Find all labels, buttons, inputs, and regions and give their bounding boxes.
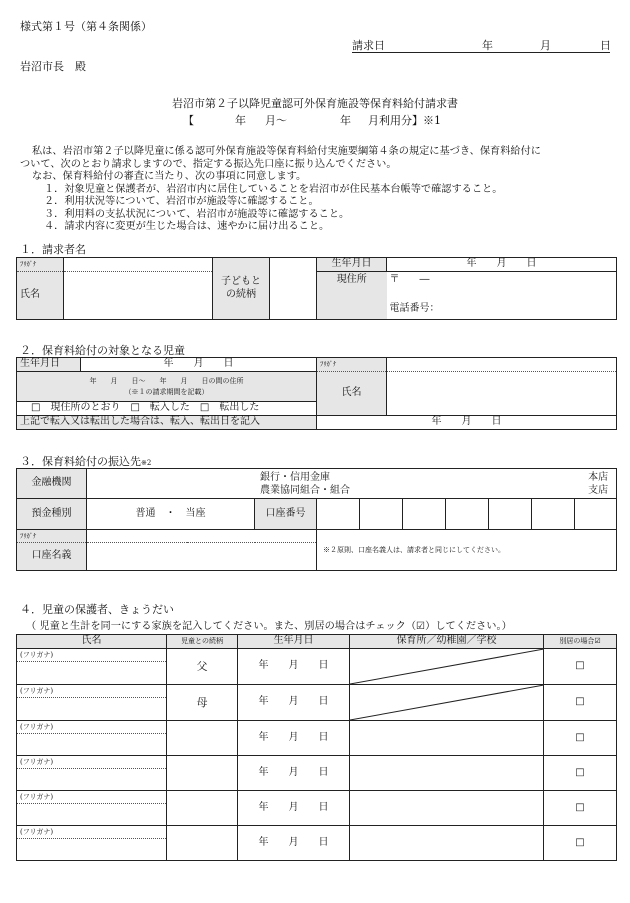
family-school [350,649,544,685]
family-relation[interactable] [167,826,238,861]
strike-line [350,649,544,684]
family-name-field[interactable] [17,734,167,756]
intro-line-1: 私は、岩沼市第２子以降児童に係る認可外保育施設等保育料給付実施要綱第４条の規定に基づき、保育料給付に [32,146,541,157]
family-relation[interactable]: 母 [167,685,238,721]
child-name-field[interactable] [387,372,617,416]
family-furigana[interactable] [17,649,167,662]
family-name-field[interactable] [17,769,167,791]
applicant-table [16,257,617,320]
family-birth[interactable]: 年 月 日 [238,721,350,756]
request-date-line[interactable] [352,37,610,53]
family-birth[interactable]: 年 月 日 [238,826,350,861]
period-year-to: 年 [340,114,351,127]
address-label: 現住所 [317,272,387,320]
col-birth: 生年月日 [238,635,350,649]
furigana-label: (フリガナ) [20,792,54,801]
child-furigana-label: ﾌﾘｶﾞﾅ [317,358,387,372]
strike-line [350,685,544,720]
form-number: 様式第１号（第４条関係） [20,20,152,33]
account-digit-6[interactable] [532,499,575,530]
section4-heading: ４．児童の保護者、きょうだい [20,603,174,616]
account-digit-4[interactable] [446,499,489,530]
account-digit-7[interactable] [575,499,617,530]
holder-field[interactable] [87,543,317,571]
furigana-label: (フリガナ) [20,686,54,695]
intro-line-3: なお、保育料給付の審査に当たり、次の事項に同意します。 [32,171,307,182]
phone-number: 電話番号： [389,302,440,314]
branch-type-2: 支店 [588,485,609,496]
family-name-field[interactable] [17,698,167,721]
family-header-row [17,635,617,649]
family-row [17,649,617,662]
family-row [17,791,617,804]
family-relation[interactable] [167,791,238,826]
period-month-from: 月〜 [265,114,287,127]
family-school[interactable] [350,721,544,756]
section3-heading-note: ※2 [141,459,152,467]
bank-label: 金融機関 [17,469,87,499]
family-name-field[interactable] [17,804,167,826]
family-birth[interactable]: 年 月 日 [238,756,350,791]
address-status-options[interactable]: □ 現住所のとおり □ 転入した □ 転出した [17,402,317,416]
child-birth-field[interactable]: 年 月 日 [81,358,317,372]
relation-label [213,258,270,320]
furigana-label: (フリガナ) [20,722,54,731]
consent-item-3: ３．利用料の支払状況について、岩沼市が施設等に確認すること。 [44,208,350,220]
col-separate: 別居の場合☑ [544,635,617,649]
postal-code: 〒 ― [389,274,430,285]
family-furigana[interactable] [17,756,167,769]
separate-checkbox[interactable]: □ [544,721,617,756]
applicant-birth-field[interactable]: 年 月 日 [387,258,617,272]
child-furigana-field[interactable] [387,358,617,372]
family-name-field[interactable] [17,839,167,861]
addressee: 岩沼市長 殿 [20,60,86,73]
branch-type-1: 本店 [588,472,609,483]
separate-checkbox[interactable]: □ [544,756,617,791]
section1-heading: １．請求者名 [20,243,86,256]
account-type-field[interactable]: 普通 ・ 当座 [87,499,255,530]
family-furigana[interactable] [17,826,167,839]
family-school[interactable] [350,791,544,826]
family-birth[interactable]: 年 月 日 [238,791,350,826]
furigana-label: (フリガナ) [20,650,54,659]
child-name-label: 氏名 [317,372,387,416]
applicant-name-field[interactable] [64,272,213,320]
relation-label-line1: 子どもと [221,276,261,287]
period-open-bracket: 【 [183,114,194,127]
separate-checkbox[interactable]: □ [544,791,617,826]
family-row [17,685,617,698]
account-digit-3[interactable] [403,499,446,530]
address-field[interactable] [387,272,617,320]
family-birth[interactable]: 年 月 日 [238,649,350,685]
child-birth-label: 生年月日 [17,358,81,372]
applicant-name-label: 氏名 [17,272,64,320]
consent-item-4: ４．請求内容に変更が生じた場合は、速やかに届け出ること。 [44,221,330,232]
account-digit-1[interactable] [317,499,360,530]
family-row [17,756,617,769]
consent-item-1: １．対象児童と保護者が、岩沼市内に居住していることを岩沼市が住民基本台帳等で確認すること。 [44,183,503,195]
family-relation[interactable] [167,721,238,756]
family-furigana[interactable] [17,791,167,804]
separate-checkbox[interactable]: □ [544,826,617,861]
applicant-birth-label: 生年月日 [317,258,387,272]
holder-furigana-label: ﾌﾘｶﾞﾅ [17,530,87,543]
bank-types-1: 銀行・信用金庫 [260,471,330,483]
col-school: 保育所／幼稚園／学校 [350,635,544,649]
request-day: 日 [600,39,611,52]
holder-label: 口座名義 [17,543,87,571]
child-table [16,357,617,430]
family-relation[interactable] [167,756,238,791]
bank-types-2: 農業協同組合・組合 [260,484,350,496]
branch-types [588,471,608,497]
family-birth[interactable]: 年 月 日 [238,685,350,721]
separate-checkbox[interactable]: □ [544,685,617,721]
section4-subheading: （ 児童と生計を同一にする家族を記入してください。また、別居の場合はチェック（☑）してください。） [26,621,512,632]
section2-heading: ２．保育料給付の対象となる児童 [20,344,185,357]
period-month-use: 月利用分】※1 [368,114,441,127]
col-relation: 児童との続柄 [167,635,238,649]
account-digit-5[interactable] [489,499,532,530]
family-relation[interactable]: 父 [167,649,238,685]
furigana-label: (フリガナ) [20,827,54,836]
account-number-label: 口座番号 [255,499,317,530]
request-month: 月 [540,39,551,52]
applicant-furigana-field[interactable] [64,258,213,272]
move-date-field[interactable]: 年 月 日 [317,416,617,430]
applicant-furigana-label: ﾌﾘｶﾞﾅ [17,258,64,272]
relation-field[interactable] [270,258,317,320]
usage-period[interactable] [0,112,630,128]
period-address-label [17,372,317,402]
family-furigana[interactable] [17,721,167,734]
consent-text [20,146,620,234]
bank-types [90,471,613,497]
family-school[interactable] [350,826,544,861]
separate-checkbox[interactable]: □ [544,649,617,685]
move-date-note: 上記で転入又は転出した場合は、転入、転出日を記入 [17,416,317,430]
consent-item-2: ２．利用状況等について、岩沼市が施設等に確認すること。 [44,196,319,207]
holder-furigana-field[interactable] [87,530,317,543]
family-school [350,685,544,721]
family-furigana[interactable] [17,685,167,698]
col-name: 氏名 [17,635,167,649]
account-type-label: 預金種別 [17,499,87,530]
form-title: 岩沼市第２子以降児童認可外保育施設等保育料給付請求書 [172,97,458,110]
section3-heading-text: ３．保育料給付の振込先 [20,455,141,468]
section3-heading [20,453,151,469]
family-name-field[interactable] [17,662,167,685]
account-digit-2[interactable] [360,499,403,530]
family-table [16,634,617,861]
family-school[interactable] [350,756,544,791]
period-address-line1: 年 月 日〜 年 月 日の間の住所 [89,376,244,385]
furigana-label: (フリガナ) [20,757,54,766]
bank-table [16,468,617,571]
period-address-line2: （※１の請求期間を記載） [124,387,209,396]
holder-note: ※２原則、口座名義人は、請求者と同じにしてください。 [317,530,617,571]
family-row [17,721,617,734]
bank-field[interactable] [87,469,617,499]
period-year-from: 年 [235,114,246,127]
relation-label-line2: の続柄 [226,288,256,300]
family-row [17,826,617,839]
intro-line-2: ついて、次のとおり請求しますので、指定する振込先口座に振り込んでください。 [20,158,397,170]
request-year: 年 [482,39,493,52]
request-date-label: 請求日 [352,39,385,52]
